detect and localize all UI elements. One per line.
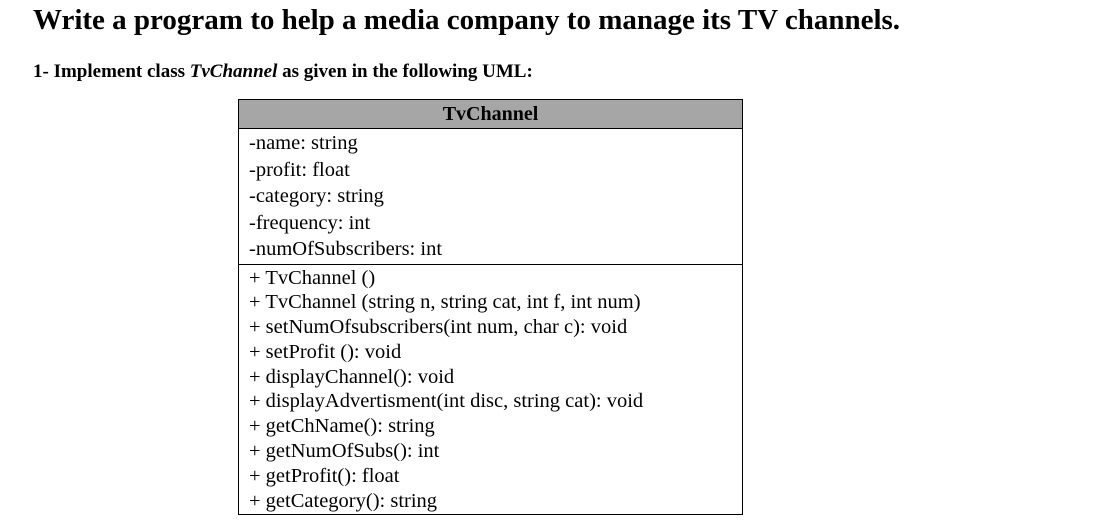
uml-method: + getCategory(): string [249,489,438,512]
task-prefix: 1- Implement class [33,61,190,82]
uml-attributes [239,129,742,265]
uml-attribute: -profit: float [249,158,350,181]
uml-attribute: -name: string [249,132,358,154]
uml-attribute: -category: string [249,185,384,207]
uml-method: + setNumOfsubscribers(int num, char c): void [249,316,628,339]
uml-attribute: -numOfSubscribers: int [249,238,443,260]
uml-method: + TvChannel (string n, string cat, int f, int num) [249,291,641,314]
uml-method: + displayAdvertisment(int disc, string cat): void [249,390,644,413]
uml-method: + getChName(): string [249,415,435,438]
uml-method: + setProfit (): void [249,340,402,363]
uml-attribute: -frequency: int [249,211,371,234]
uml-method: + displayChannel(): void [249,365,455,388]
uml-methods [239,265,742,515]
uml-method: + getProfit(): float [249,464,400,487]
task-class-name: TvChannel [189,61,278,82]
document-title: Write a program to help a media company to manage its TV channels. [33,4,901,36]
uml-method: + getNumOfSubs(): int [249,440,440,463]
task-suffix: as given in the following UML: [277,61,533,82]
task-instruction [33,59,533,85]
uml-method: + TvChannel () [249,266,376,289]
uml-class-diagram [238,99,743,515]
uml-class-name: TvChannel [239,100,742,129]
